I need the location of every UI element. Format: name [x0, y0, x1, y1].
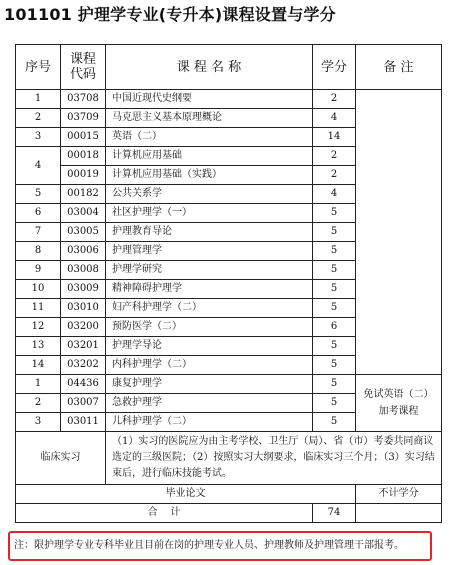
course-table	[15, 44, 442, 523]
credit-cell: 5	[313, 337, 356, 356]
seq-cell: 12	[16, 318, 61, 337]
course-name-cell: 护理教育导论	[106, 223, 313, 242]
table-row	[16, 90, 442, 109]
page-title: 101101 护理学专业(专升本)课程设置与学分	[4, 5, 336, 24]
code-cell: 03009	[61, 280, 106, 299]
course-name-cell: 英语（二）	[106, 128, 313, 147]
credit-cell: 5	[313, 223, 356, 242]
seq-cell: 1	[16, 90, 61, 109]
credit-cell: 5	[313, 280, 356, 299]
seq-cell: 2	[16, 109, 61, 128]
credit-cell: 14	[313, 128, 356, 147]
code-cell: 00019	[61, 166, 106, 185]
seq-cell: 11	[16, 299, 61, 318]
seq-cell: 9	[16, 261, 61, 280]
credit-cell: 5	[313, 299, 356, 318]
credit-cell: 4	[313, 185, 356, 204]
footnote: 注：限护理学专业专科毕业且目前在岗的护理专业人员、护理教师及护理管理干部报考。	[8, 531, 432, 561]
header-name: 课 程 名 称	[106, 45, 313, 90]
code-cell: 03004	[61, 204, 106, 223]
seq-cell: 4	[16, 147, 61, 185]
course-name-cell: 护理学导论	[106, 337, 313, 356]
code-cell: 04436	[61, 375, 106, 394]
header-credit: 学分	[313, 45, 356, 90]
thesis-row	[16, 485, 442, 504]
code-cell: 00015	[61, 128, 106, 147]
course-name-cell: 护理学研究	[106, 261, 313, 280]
course-name-cell: 内科护理学（二）	[106, 356, 313, 375]
code-cell: 03709	[61, 109, 106, 128]
practice-description: （1）实习的医院应为由主考学校、卫生厅（局）、省（市）考委共同商议选定的三级医院；（2）按照实习大纲要求，临床实习三个月；（3）实习结束后，进行临床技能考试。	[106, 432, 442, 485]
seq-cell: 13	[16, 337, 61, 356]
credit-cell: 5	[313, 356, 356, 375]
code-cell: 03008	[61, 261, 106, 280]
header-code: 课程代码	[61, 45, 106, 90]
total-note-empty	[356, 504, 442, 523]
code-cell: 03201	[61, 337, 106, 356]
total-credit: 74	[313, 504, 356, 523]
code-cell: 03011	[61, 413, 106, 432]
course-name-cell: 急救护理学	[106, 394, 313, 413]
seq-cell: 6	[16, 204, 61, 223]
seq-cell: 8	[16, 242, 61, 261]
credit-cell: 2	[313, 147, 356, 166]
course-name-cell: 马克思主义基本原理概论	[106, 109, 313, 128]
course-name-cell: 公共关系学	[106, 185, 313, 204]
table-row	[16, 375, 442, 394]
elective-note: 免试英语（二）加考课程	[356, 375, 442, 432]
credit-cell: 4	[313, 109, 356, 128]
credit-cell: 5	[313, 204, 356, 223]
thesis-label: 毕业论文	[16, 485, 356, 504]
credit-cell: 5	[313, 242, 356, 261]
seq-cell: 5	[16, 185, 61, 204]
seq-cell: 3	[16, 128, 61, 147]
seq-cell: 3	[16, 413, 61, 432]
header-seq: 序号	[16, 45, 61, 90]
course-name-cell: 精神障碍护理学	[106, 280, 313, 299]
code-cell: 03200	[61, 318, 106, 337]
credit-cell: 2	[313, 166, 356, 185]
credit-cell: 5	[313, 394, 356, 413]
course-name-cell: 儿科护理学（二）	[106, 413, 313, 432]
course-name-cell: 中国近现代史纲要	[106, 90, 313, 109]
course-name-cell: 预防医学（二）	[106, 318, 313, 337]
thesis-credit: 不计学分	[356, 485, 442, 504]
code-cell: 03007	[61, 394, 106, 413]
seq-cell: 2	[16, 394, 61, 413]
seq-cell: 14	[16, 356, 61, 375]
code-cell: 03005	[61, 223, 106, 242]
credit-cell: 6	[313, 318, 356, 337]
code-cell: 03202	[61, 356, 106, 375]
seq-cell: 1	[16, 375, 61, 394]
seq-cell: 7	[16, 223, 61, 242]
credit-cell: 2	[313, 90, 356, 109]
header-note: 备 注	[356, 45, 442, 90]
code-cell: 03006	[61, 242, 106, 261]
credit-cell: 5	[313, 375, 356, 394]
credit-cell: 5	[313, 261, 356, 280]
code-cell: 03010	[61, 299, 106, 318]
course-name-cell: 康复护理学	[106, 375, 313, 394]
code-cell: 00182	[61, 185, 106, 204]
practice-label: 临床实习	[16, 432, 106, 485]
course-name-cell: 社区护理学（一）	[106, 204, 313, 223]
course-name-cell: 妇产科护理学（二）	[106, 299, 313, 318]
course-name-cell: 计算机应用基础（实践）	[106, 166, 313, 185]
total-label: 合 计	[16, 504, 313, 523]
note-cell-empty	[356, 90, 442, 375]
course-name-cell: 护理管理学	[106, 242, 313, 261]
credit-cell: 5	[313, 413, 356, 432]
code-cell: 00018	[61, 147, 106, 166]
course-name-cell: 计算机应用基础	[106, 147, 313, 166]
table-header-row	[16, 45, 442, 90]
total-row	[16, 504, 442, 523]
code-cell: 03708	[61, 90, 106, 109]
seq-cell: 10	[16, 280, 61, 299]
practice-row	[16, 432, 442, 485]
